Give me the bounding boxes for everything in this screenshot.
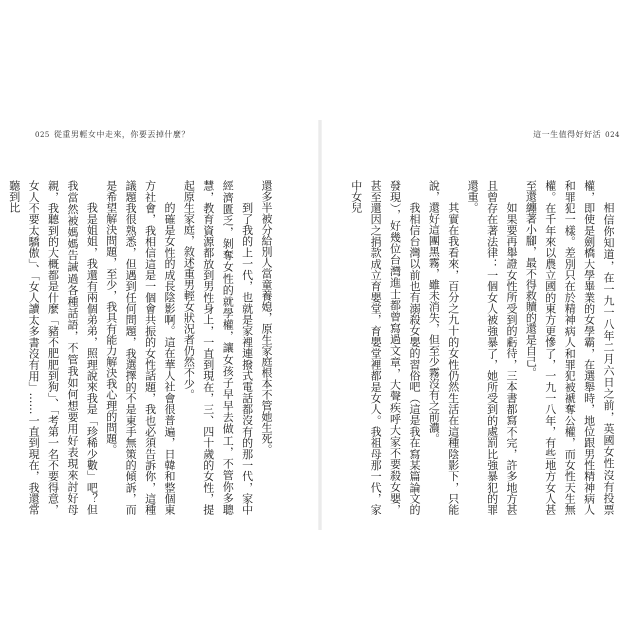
right-page-body bbox=[346, 180, 618, 515]
right-page-header bbox=[533, 129, 620, 140]
right-paragraph-3: 其實在我看來，百分之九十的女性仍然生活在這種陰影下，只能說，還好這團黑霧，雖未消失，但至少霧沒有之前濃。 bbox=[427, 180, 460, 515]
right-paragraph-2: 如果要再舉證女性所受到的虧待，三本書都寫不完，許多地方甚且曾存在著法律：一個女人被強暴了，她所受到的處罰比強暴犯的罪還重。 bbox=[466, 180, 518, 515]
left-paragraph-4: 我是姐姐，我還有兩個弟弟，照理說來我是「珍稀少數」吧？但我當然被媽媽告誡過各種話語，不管我如何想要用好表現來討好母親，我聽到的大概都是什麼「豬不肥肥到狗」、「考第一名不要得意，女人不要太驕傲」、「女人讀太多書沒有用」……一直到現在，我還常聽到比 bbox=[8, 180, 99, 515]
left-page-header bbox=[35, 129, 190, 140]
left-paragraph-1: 還多半被分給別人當童養媳，原生家庭根本不管她生死。 bbox=[260, 180, 273, 455]
left-page bbox=[0, 0, 318, 640]
right-page bbox=[322, 0, 640, 640]
left-paragraph-3: 的確是女性的成長陰影啊。這在華人社會很普遍，日韓和整個東方社會，我相信這是一個會共振的女性話題，我也必須告訴你，這種議題我很熟悉，但遇到任何問題，我選擇的不是東手無策的傾訴，而是希望解決問題，至少，我具有能力解決我心理的問題。 bbox=[104, 180, 176, 515]
right-page-running-title: 這一生值得好好活 bbox=[533, 130, 602, 139]
left-page-body bbox=[8, 180, 276, 515]
right-paragraph-4: 我相信台灣以前也有溺殺女嬰的習俗吧（這是我在寫某篇論文的發現），好幾位台灣進士都曾寫過文章，大聲疾呼大家不要殺女嬰，甚至還因之捐款成立育嬰堂，育嬰堂裡都是女人。我祖母那一代，家中女兒 bbox=[349, 180, 421, 515]
left-page-number: 025 bbox=[35, 131, 50, 139]
left-paragraph-2: 到了我的上一代，也就是家裡連撥式電話都沒有的那一代，家中經濟匱乏，剝奪女性的就學權，讓女孩子早早去做工，不管你多聰慧，教育資源都放到男性身上，一直到現在，三、四十歲的女性，提起原生家庭，敘述重男輕女狀況者仍然不少。 bbox=[182, 180, 254, 515]
right-page-number: 024 bbox=[605, 131, 620, 139]
right-paragraph-1: 相信你知道，在一九一八年二月六日之前，英國女性沒有投票權，即使是劍橋大學畢業的女學霸，在選舉時，地位跟男性精神病人和罪犯一樣。差別只在於精神病人和罪犯被褫奪公權，而女性天生無權。在千年來以農立國的東方更慘了，一九一八年，有些地方女人甚至還纏著小腳，最不得救贖的還是自己。 bbox=[524, 180, 615, 515]
left-page-running-title: 從重男輕女中走來，你要丟掉什麼？ bbox=[53, 130, 190, 139]
